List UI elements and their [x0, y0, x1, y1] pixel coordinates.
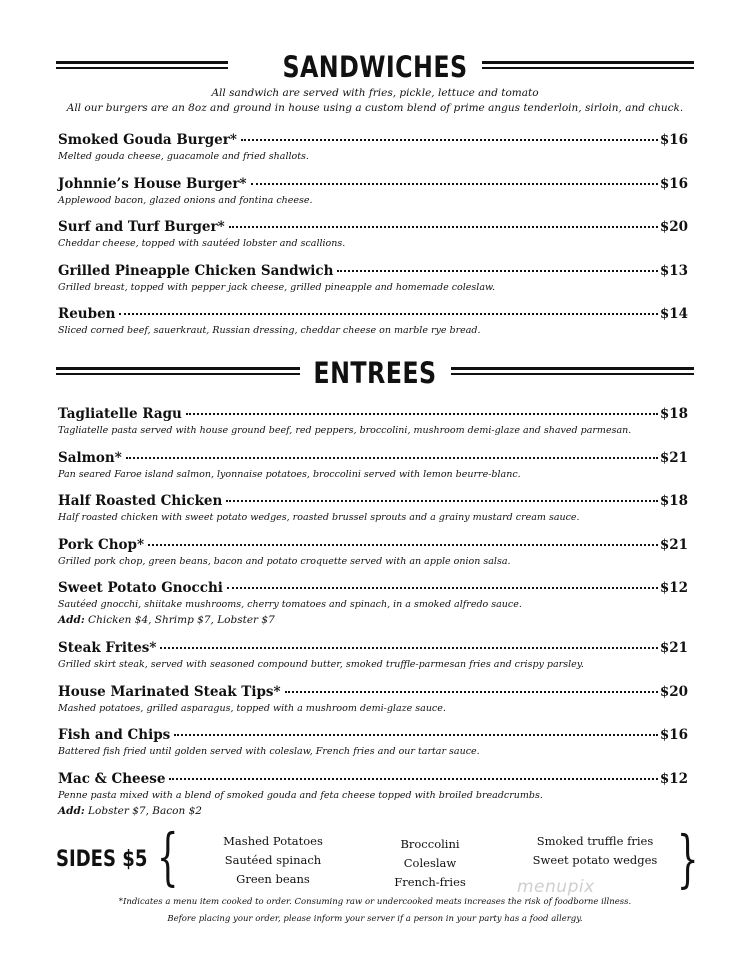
addons-label: Add:: [58, 614, 85, 626]
item-name: Tagliatelle Ragu: [58, 406, 182, 422]
side-item: Green beans: [236, 872, 310, 886]
dot-leader: [160, 646, 657, 649]
item-description: Sautéed gnocchi, shiitake mushrooms, cherry tomatoes and spinach, in a smoked alfredo sauce.: [58, 599, 522, 610]
sandwiches-intro: [56, 86, 694, 116]
dot-leader: [251, 182, 658, 185]
menu-item: [58, 449, 688, 482]
item-price: $13: [659, 263, 688, 279]
side-item: Sweet potato wedges: [532, 853, 658, 867]
side-item: French-fries: [394, 875, 466, 889]
item-addons: [58, 612, 688, 628]
menu-item: [58, 131, 688, 164]
item-name: Pork Chop*: [58, 537, 145, 553]
menu-item: [58, 639, 688, 672]
sandwiches-intro-line-1: All sandwich are served with fries, pickle, lettuce and tomato: [211, 87, 539, 99]
item-price: $18: [659, 493, 688, 509]
item-name: Half Roasted Chicken: [58, 493, 223, 509]
dot-leader: [241, 138, 658, 141]
sandwiches-header: [56, 48, 694, 88]
sides-brace-close: }: [676, 822, 699, 895]
item-description: Battered fish fried until golden served with coleslaw, French fries and our tartar sauce.: [58, 746, 480, 757]
dot-leader: [126, 456, 658, 459]
item-price: $12: [659, 771, 688, 787]
sandwiches-title: SANDWICHES: [282, 50, 468, 84]
menu-item: [58, 770, 688, 819]
addons-label: Add:: [58, 805, 85, 817]
item-price: $16: [659, 132, 688, 148]
item-price: $16: [659, 176, 688, 192]
item-name: House Marinated Steak Tips*: [58, 684, 281, 700]
item-name: Mac & Cheese: [58, 771, 166, 787]
footnote-line-1: *Indicates a menu item cooked to order. Consuming raw or undercooked meats increases the risk of foodborne illness.: [118, 897, 632, 907]
menu-item: [58, 536, 688, 569]
menu-item: [58, 726, 688, 759]
side-item: Broccolini: [400, 837, 460, 851]
entrees-title: ENTREES: [313, 356, 437, 390]
item-description: Grilled skirt steak, served with seasoned compound butter, smoked truffle-parmesan fries and crispy parsley.: [58, 659, 584, 670]
item-description: Applewood bacon, glazed onions and fontina cheese.: [58, 195, 313, 206]
sides-title: SIDES $5: [56, 847, 148, 872]
dot-leader: [226, 499, 657, 502]
menu-item: [58, 305, 688, 338]
item-description: Cheddar cheese, topped with sautéed lobster and scallions.: [58, 238, 346, 249]
menu-item: [58, 405, 688, 438]
item-description: Sliced corned beef, sauerkraut, Russian dressing, cheddar cheese on marble rye bread.: [58, 325, 481, 336]
sides-brace-open: {: [156, 820, 179, 893]
side-item: Mashed Potatoes: [223, 834, 323, 848]
item-name: Johnnie’s House Burger*: [58, 176, 247, 192]
dot-leader: [186, 412, 658, 415]
item-price: $21: [659, 537, 688, 553]
item-name: Steak Frites*: [58, 640, 157, 656]
dot-leader: [119, 312, 657, 315]
sides-column-2: [380, 835, 480, 892]
item-price: $12: [659, 580, 688, 596]
item-price: $14: [659, 306, 688, 322]
dot-leader: [227, 586, 658, 589]
watermark-logo: menupix: [517, 877, 595, 897]
item-price: $16: [659, 727, 688, 743]
item-name: Smoked Gouda Burger*: [58, 132, 237, 148]
menu-item: [58, 175, 688, 208]
item-name: Fish and Chips: [58, 727, 171, 743]
item-description: Melted gouda cheese, guacamole and fried shallots.: [58, 151, 309, 162]
item-description: Tagliatelle pasta served with house ground beef, red peppers, broccolini, mushroom demi-glaze and shaved parmesan.: [58, 425, 632, 436]
dot-leader: [229, 225, 658, 228]
item-price: $18: [659, 406, 688, 422]
item-description: Grilled pork chop, green beans, bacon and potato croquette served with an apple onion salsa.: [58, 556, 511, 567]
side-item: Sautéed spinach: [224, 853, 322, 867]
addons-text: Chicken $4, Shrimp $7, Lobster $7: [84, 614, 275, 626]
sandwiches-intro-line-2: All our burgers are an 8oz and ground in house using a custom blend of prime angus tenderloin, sirloin, and chuck.: [66, 102, 684, 114]
item-description: Pan seared Faroe island salmon, lyonnaise potatoes, broccolini served with lemon beurre-blanc.: [58, 469, 521, 480]
entrees-header: [56, 354, 694, 394]
footnotes: [56, 894, 694, 928]
menu-item: [58, 218, 688, 251]
item-price: $21: [659, 450, 688, 466]
item-price: $20: [659, 219, 688, 235]
side-item: Coleslaw: [403, 856, 457, 870]
item-name: Grilled Pineapple Chicken Sandwich: [58, 263, 334, 279]
menu-item: [58, 683, 688, 716]
footnote-line-2: Before placing your order, please inform your server if a person in your party has a food allergy.: [167, 914, 583, 924]
menu-item: [58, 579, 688, 628]
menu-item: [58, 492, 688, 525]
sides-column-3: [520, 832, 670, 870]
item-description: Penne pasta mixed with a blend of smoked gouda and feta cheese topped with broiled breadcrumbs.: [58, 790, 543, 801]
dot-leader: [174, 733, 658, 736]
dot-leader: [169, 777, 657, 780]
item-description: Half roasted chicken with sweet potato wedges, roasted brussel sprouts and a grainy mustard cream sauce.: [58, 512, 580, 523]
dot-leader: [337, 269, 657, 272]
dot-leader: [148, 543, 658, 546]
item-name: Reuben: [58, 306, 116, 322]
item-price: $20: [659, 684, 688, 700]
item-description: Grilled breast, topped with pepper jack cheese, grilled pineapple and homemade coleslaw.: [58, 282, 496, 293]
item-name: Surf and Turf Burger*: [58, 219, 225, 235]
item-addons: [58, 803, 688, 819]
dot-leader: [285, 690, 658, 693]
menu-item: [58, 262, 688, 295]
side-item: Smoked truffle fries: [536, 834, 654, 848]
sides-column-1: [208, 832, 338, 889]
addons-text: Lobster $7, Bacon $2: [84, 805, 202, 817]
item-name: Sweet Potato Gnocchi: [58, 580, 223, 596]
item-price: $21: [659, 640, 688, 656]
item-description: Mashed potatoes, grilled asparagus, topped with a mushroom demi-glaze sauce.: [58, 703, 446, 714]
item-name: Salmon*: [58, 450, 122, 466]
